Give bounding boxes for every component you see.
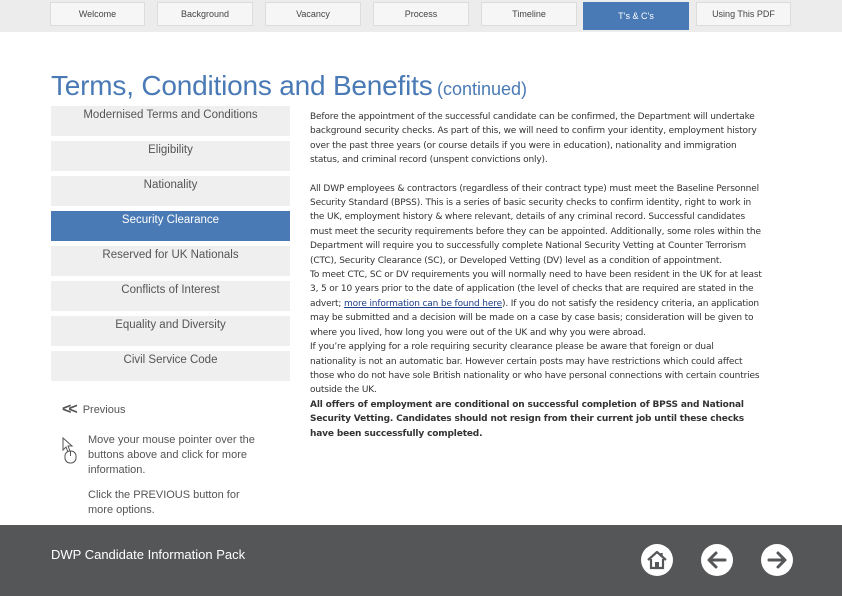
paragraph-nationality: If you’re applying for a role requiring security clearance please be aware that foreign or dual nationality is not an automatic bar. However certain posts may have restrictions which could affect those who do not have sole British nationality or who have personal connections with certain countries outside the UK. bbox=[310, 342, 760, 396]
more-information-link[interactable]: more information can be found here bbox=[344, 298, 502, 309]
paragraph-appointment: Before the appointment of the successful candidate can be confirmed, the Department will undertake background security checks. As part of this, we will need to confirm your identity, employment history over the past three years (or course details if you were in education), nationality and immigration status, and criminal record (unspent convictions only). bbox=[310, 112, 757, 166]
page-title-suffix: (continued) bbox=[436, 79, 528, 99]
menu-item-label: Equality and Diversity bbox=[115, 319, 226, 331]
forward-button[interactable] bbox=[760, 543, 794, 577]
menu-item-label: Conflicts of Interest bbox=[121, 284, 220, 296]
tab-background[interactable]: Background bbox=[157, 2, 253, 26]
menu-item-civil-service-code[interactable] bbox=[51, 351, 290, 381]
previous-label: Previous bbox=[82, 404, 126, 416]
menu-item-label: Reserved for UK Nationals bbox=[102, 249, 239, 261]
help-text-hover: Move your mouse pointer over the buttons above and click for more information. bbox=[88, 434, 255, 476]
paragraph-conditional-offer: All offers of employment are conditional on successful completion of BPSS and National Security Vetting. Candidates should not resign from their current job until these checks have been successfully completed. bbox=[310, 399, 744, 439]
menu-item-equality-diversity[interactable] bbox=[51, 316, 290, 346]
mouse-pointer-icon bbox=[60, 436, 78, 469]
menu-item-security-clearance[interactable] bbox=[51, 211, 290, 241]
home-icon bbox=[640, 543, 674, 577]
menu-item-reserved-uk-nationals[interactable] bbox=[51, 246, 290, 276]
arrow-left-icon bbox=[700, 543, 734, 577]
home-button[interactable] bbox=[640, 543, 674, 577]
menu-item-nationality[interactable] bbox=[51, 176, 290, 206]
paragraph-residency-text-b: ). If you do not satisfy the residency criteria, an application may be submitted and a decision will be made on a case by case basis; consideration will be given to where you lived, how long you were out of the UK and why you were abroad. bbox=[310, 298, 759, 338]
menu-item-eligibility[interactable] bbox=[51, 141, 290, 171]
paragraph-bpss: All DWP employees & contractors (regardless of their contract type) must meet the Baseline Personnel Security Standard (BPSS). This is a series of basic security checks to confirm identity, right to work in the UK, employment history & where relevant, details of any criminal record. Successful candidates must meet the security requirements before they can be appointed. Additionally, some roles within the Department will require you to successfully complete National Security Vetting at Counter Terrorism (CTC), Security Clearance (SC), or Developed Vetting (DV) level as a condition of appointment. bbox=[310, 183, 761, 266]
page-title-main: Terms, Conditions and Benefits bbox=[51, 70, 433, 101]
tab-terms-conditions[interactable]: T’s & C’s bbox=[583, 2, 689, 30]
previous-button[interactable] bbox=[62, 401, 125, 419]
tab-welcome[interactable]: Welcome bbox=[50, 2, 145, 26]
tab-process[interactable]: Process bbox=[373, 2, 469, 26]
paragraph-residency-text-a: To meet CTC, SC or DV requirements you will normally need to have been resident in the UK for at least 3, 5 or 10 years prior to the date of application (the level of checks that are required are stated in the advert; bbox=[310, 270, 762, 309]
tab-vacancy[interactable]: Vacancy bbox=[265, 2, 361, 26]
menu-item-label: Eligibility bbox=[148, 144, 193, 156]
menu-item-label: Security Clearance bbox=[121, 214, 220, 226]
footer-title: DWP Candidate Information Pack bbox=[51, 547, 246, 562]
page-title bbox=[51, 70, 527, 102]
tab-using-this-pdf[interactable]: Using This PDF bbox=[696, 2, 791, 26]
menu-item-label: Modernised Terms and Conditions bbox=[83, 109, 258, 121]
content-body bbox=[310, 110, 762, 441]
menu-item-label: Nationality bbox=[143, 179, 198, 191]
footer bbox=[0, 525, 842, 596]
menu-item-conflicts-of-interest[interactable] bbox=[51, 281, 290, 311]
menu-item-modernised-terms[interactable] bbox=[51, 106, 290, 136]
arrow-right-icon bbox=[760, 543, 794, 577]
tab-timeline[interactable]: Timeline bbox=[481, 2, 577, 26]
help-text-previous: Click the PREVIOUS button for more options. bbox=[88, 489, 240, 516]
back-button[interactable] bbox=[700, 543, 734, 577]
double-chevron-left-icon: << bbox=[62, 401, 75, 418]
menu-item-label: Civil Service Code bbox=[123, 354, 218, 366]
paragraph-residency bbox=[310, 268, 762, 340]
top-navigation bbox=[0, 0, 842, 32]
